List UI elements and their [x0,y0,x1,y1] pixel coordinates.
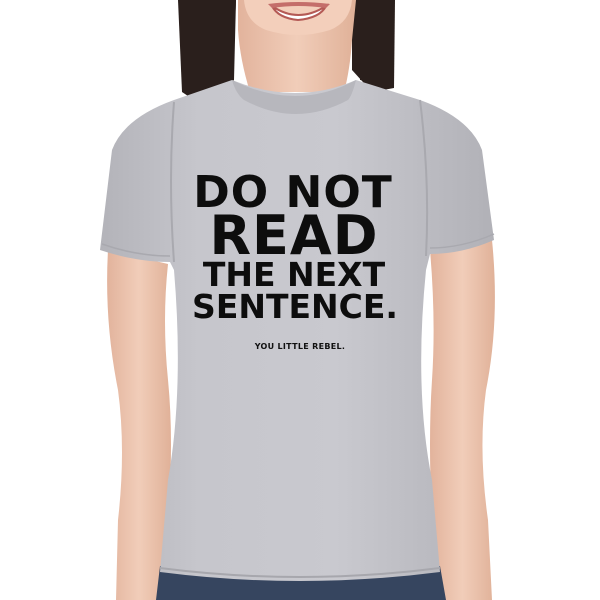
right-arm [430,240,495,600]
print-line-the-next: THE NEXT [202,255,386,294]
print-line-sentence: SENTENCE. [192,287,398,326]
hair-right [352,0,395,92]
left-arm [107,250,171,600]
print-line-read: READ [209,204,379,267]
print-line-do-not: DO NOT [193,167,393,218]
print-tagline: YOU LITTLE REBEL. [254,342,346,351]
